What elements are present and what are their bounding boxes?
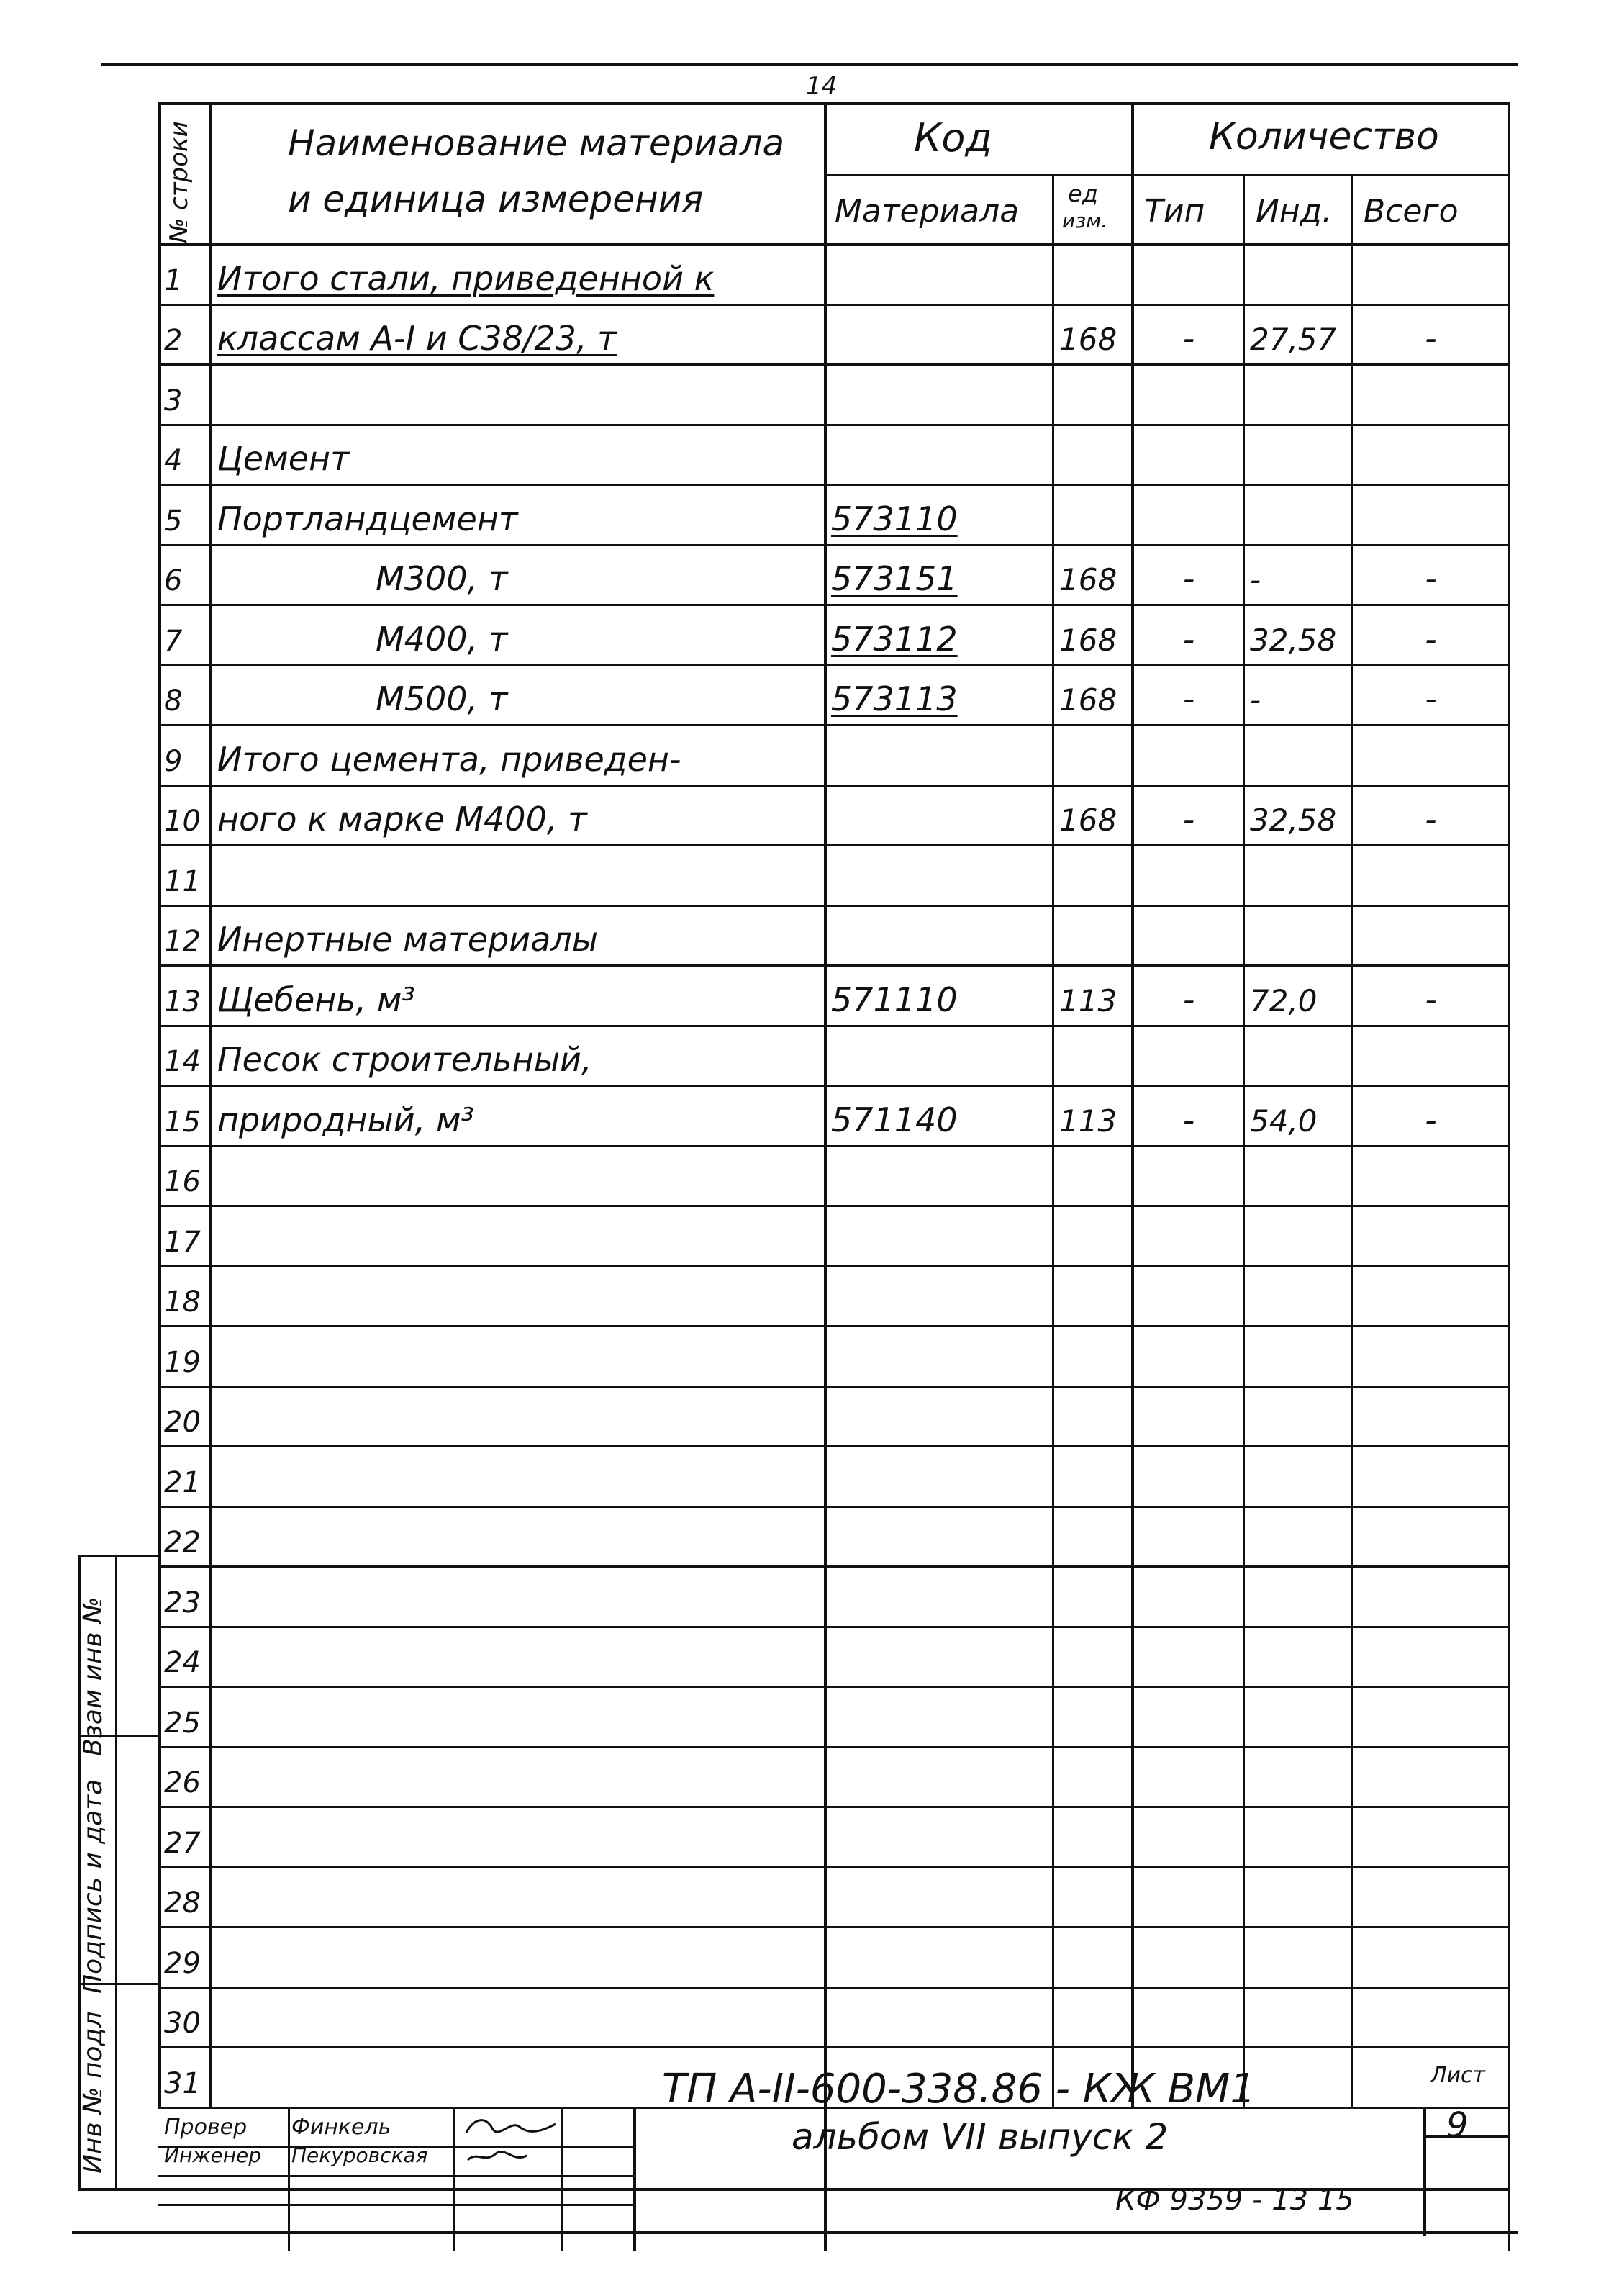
row-line	[158, 1746, 1508, 1748]
qty-total: -	[1425, 980, 1437, 1019]
material-code	[831, 249, 1048, 295]
material-code	[831, 1691, 1048, 1737]
col-total-line	[1351, 174, 1353, 2107]
qty-total	[1358, 1031, 1504, 1077]
qty-ind	[1250, 1151, 1347, 1197]
unit-code	[1059, 850, 1128, 896]
qty-ind	[1250, 850, 1347, 896]
material-code: 573151	[831, 559, 958, 598]
material-name: Итого цемента, приведен-	[217, 739, 681, 779]
row-number: 25	[164, 1706, 201, 1740]
material-name: Песок строительный,	[217, 1040, 592, 1079]
row-number: 19	[164, 1345, 201, 1379]
qty-total	[1358, 1632, 1504, 1678]
qty-ind	[1250, 1872, 1347, 1918]
row-number: 12	[164, 925, 201, 958]
material-code	[831, 1151, 1048, 1197]
qty-type	[1138, 1031, 1239, 1077]
unit-code	[1059, 249, 1128, 295]
qty-ind	[1250, 730, 1347, 776]
material-name	[217, 369, 818, 415]
material-name	[217, 1331, 818, 1377]
stamp-sheet-number: 9	[1446, 2105, 1469, 2146]
row-line	[158, 1626, 1508, 1628]
qty-type	[1138, 1331, 1239, 1377]
row-line	[158, 1565, 1508, 1568]
unit-code	[1059, 1812, 1128, 1858]
material-name	[217, 1752, 818, 1798]
row-line	[158, 1085, 1508, 1087]
row-line	[158, 1926, 1508, 1928]
header-code-unit-2: изм.	[1062, 209, 1108, 232]
row-number: 20	[164, 1406, 201, 1439]
material-code: 573110	[831, 499, 958, 538]
material-name	[217, 1571, 818, 1617]
qty-total: -	[1425, 679, 1437, 718]
qty-total: -	[1425, 619, 1437, 659]
header-code-unit-1: ед	[1068, 180, 1098, 207]
row-line	[158, 1806, 1508, 1808]
qty-ind	[1250, 1992, 1347, 2038]
row-line	[158, 1025, 1508, 1027]
material-code	[831, 1331, 1048, 1377]
unit-code	[1059, 910, 1128, 957]
qty-total: -	[1425, 1100, 1437, 1139]
qty-type: -	[1182, 1100, 1195, 1139]
material-code	[831, 790, 1048, 836]
unit-code	[1059, 1992, 1128, 2038]
header-bottom-line	[158, 243, 1508, 246]
material-name: природный, м³	[217, 1100, 474, 1139]
unit-code	[1059, 1511, 1128, 1558]
unit-code	[1059, 1872, 1128, 1918]
row-number: 5	[164, 504, 183, 538]
qty-ind	[1250, 1331, 1347, 1377]
unit-code: 113	[1059, 982, 1117, 1018]
qty-total	[1358, 1391, 1504, 1437]
row-line	[158, 1325, 1508, 1327]
qty-total	[1358, 730, 1504, 776]
row-line	[158, 1205, 1508, 1207]
row-number: 21	[164, 1465, 201, 1499]
unit-code	[1059, 1151, 1128, 1197]
material-name	[217, 1391, 818, 1437]
row-line	[158, 1386, 1508, 1388]
qty-type	[1138, 1271, 1239, 1317]
unit-code: 168	[1059, 322, 1117, 357]
unit-code: 113	[1059, 1103, 1117, 1139]
qty-total	[1358, 1511, 1504, 1558]
qty-type: -	[1182, 319, 1195, 358]
qty-total	[1358, 1211, 1504, 1257]
qty-type	[1138, 730, 1239, 776]
header-quantity: Количество	[1209, 115, 1439, 158]
qty-total	[1358, 1932, 1504, 1978]
row-line	[158, 604, 1508, 606]
qty-type: -	[1182, 800, 1195, 839]
row-line	[158, 1265, 1508, 1267]
qty-type: -	[1182, 980, 1195, 1019]
qty-type	[1138, 1391, 1239, 1437]
row-number: 7	[164, 624, 183, 658]
material-name: Инертные материалы	[217, 920, 599, 959]
unit-code	[1059, 730, 1128, 776]
qty-ind	[1250, 1932, 1347, 1978]
row-line	[158, 905, 1508, 907]
qty-type	[1138, 1691, 1239, 1737]
unit-code	[1059, 1391, 1128, 1437]
header-name-line1: Наименование материала	[288, 122, 785, 164]
stamp-bottom-code: КФ 9359 - 13 15	[1115, 2184, 1354, 2217]
qty-total	[1358, 249, 1504, 295]
qty-type	[1138, 1932, 1239, 1978]
qty-total	[1358, 910, 1504, 957]
row-number: 9	[164, 744, 183, 778]
row-number: 16	[164, 1165, 201, 1198]
qty-type	[1138, 1511, 1239, 1558]
row-line	[158, 1987, 1508, 1989]
material-name: Итого стали, приведенной к	[217, 258, 715, 298]
material-code	[831, 1632, 1048, 1678]
row-number: 27	[164, 1826, 201, 1860]
material-name: Портландцемент	[217, 499, 518, 538]
qty-ind	[1250, 1271, 1347, 1317]
qty-ind: 32,58	[1250, 803, 1337, 838]
stamp-name-1: Финкель	[291, 2115, 391, 2140]
material-name: классам А-I и С38/23, т	[217, 319, 617, 358]
qty-ind	[1250, 1571, 1347, 1617]
row-number: 22	[164, 1526, 201, 1559]
row-line	[158, 1445, 1508, 1447]
signature-2	[461, 2141, 561, 2170]
qty-type	[1138, 430, 1239, 476]
material-code	[831, 1872, 1048, 1918]
material-code: 573113	[831, 679, 958, 718]
material-code	[831, 850, 1048, 896]
qty-ind	[1250, 1691, 1347, 1737]
material-name: ного к марке М400, т	[217, 800, 587, 839]
qty-total	[1358, 1872, 1504, 1918]
row-number: 13	[164, 985, 201, 1018]
qty-total	[1358, 1271, 1504, 1317]
qty-total	[1358, 1992, 1504, 2038]
qty-ind: -	[1250, 682, 1261, 718]
row-number: 18	[164, 1285, 201, 1319]
qty-type	[1138, 1211, 1239, 1257]
qty-type	[1138, 1872, 1239, 1918]
qty-type	[1138, 850, 1239, 896]
qty-type	[1138, 1151, 1239, 1197]
row-line	[158, 484, 1508, 486]
material-code	[831, 1932, 1048, 1978]
qty-type	[1138, 910, 1239, 957]
qty-type	[1138, 1812, 1239, 1858]
stamp-role-1: Провер	[164, 2115, 248, 2140]
qty-ind	[1250, 249, 1347, 295]
row-number: 26	[164, 1766, 201, 1799]
row-line	[158, 724, 1508, 726]
material-name: Цемент	[217, 439, 350, 478]
side-label-inv-podl: Инв № подл	[78, 2011, 108, 2174]
col-unit-line	[1052, 174, 1054, 2107]
unit-code	[1059, 1271, 1128, 1317]
material-code	[831, 910, 1048, 957]
side-label-podpis-data: Подпись и дата	[78, 1779, 108, 1994]
qty-ind: -	[1250, 562, 1261, 597]
qty-type	[1138, 1571, 1239, 1617]
header-qty-type: Тип	[1144, 193, 1205, 230]
material-name: М300, т	[376, 559, 508, 598]
row-number: 15	[164, 1105, 201, 1139]
qty-ind: 27,57	[1250, 322, 1337, 357]
qty-total	[1358, 489, 1504, 535]
material-code	[831, 1271, 1048, 1317]
row-number: 11	[164, 864, 201, 898]
qty-type	[1138, 1632, 1239, 1678]
unit-code	[1059, 369, 1128, 415]
qty-ind	[1250, 430, 1347, 476]
material-code	[831, 1571, 1048, 1617]
qty-total	[1358, 1151, 1504, 1197]
material-name	[217, 1932, 818, 1978]
unit-code	[1059, 1211, 1128, 1257]
row-number: 14	[164, 1045, 201, 1078]
page-number: 14	[806, 72, 838, 101]
unit-code	[1059, 1752, 1128, 1798]
row-number: 28	[164, 1886, 201, 1920]
material-name: Щебень, м³	[217, 980, 415, 1019]
row-number: 17	[164, 1225, 201, 1259]
material-code	[831, 1031, 1048, 1077]
material-code	[831, 309, 1048, 356]
unit-code	[1059, 1331, 1128, 1377]
unit-code	[1059, 1451, 1128, 1497]
unit-code	[1059, 1932, 1128, 1978]
row-line	[158, 304, 1508, 306]
qty-ind: 54,0	[1250, 1103, 1318, 1139]
top-border	[101, 63, 1518, 66]
row-number: 8	[164, 684, 183, 718]
unit-code: 168	[1059, 682, 1117, 718]
material-code	[831, 1992, 1048, 2038]
material-code: 571110	[831, 980, 958, 1019]
unit-code	[1059, 430, 1128, 476]
material-name	[217, 1812, 818, 1858]
qty-ind: 32,58	[1250, 622, 1337, 658]
row-number: 6	[164, 564, 183, 597]
row-number: 30	[164, 2007, 201, 2040]
material-code	[831, 430, 1048, 476]
material-code: 571140	[831, 1100, 958, 1139]
row-number: 31	[164, 2066, 201, 2100]
header-row-number: № строки	[165, 121, 194, 243]
side-strip-top	[78, 1555, 158, 1557]
header-name-line2: и единица измерения	[288, 178, 704, 220]
header-code: Код	[914, 115, 992, 161]
qty-total	[1358, 369, 1504, 415]
material-code	[831, 1451, 1048, 1497]
row-line	[158, 544, 1508, 546]
row-line	[158, 664, 1508, 666]
row-line	[158, 844, 1508, 846]
material-code	[831, 1511, 1048, 1558]
qty-total: -	[1425, 559, 1437, 598]
stamp-col-4	[633, 2107, 636, 2251]
material-name	[217, 1151, 818, 1197]
qty-total	[1358, 430, 1504, 476]
unit-code	[1059, 1571, 1128, 1617]
stamp-col-1	[288, 2107, 290, 2251]
qty-ind	[1250, 1391, 1347, 1437]
row-number: 2	[164, 324, 183, 357]
header-sub-line	[824, 174, 1508, 176]
qty-type	[1138, 1752, 1239, 1798]
row-line	[158, 785, 1508, 787]
unit-code	[1059, 489, 1128, 535]
qty-ind	[1250, 2052, 1347, 2098]
qty-ind	[1250, 1511, 1347, 1558]
unit-code: 168	[1059, 803, 1117, 838]
stamp-role-2: Инженер	[164, 2143, 262, 2167]
unit-code	[1059, 1691, 1128, 1737]
row-number: 10	[164, 805, 201, 838]
qty-ind	[1250, 369, 1347, 415]
col-ind-line	[1243, 174, 1245, 2107]
qty-total: -	[1425, 800, 1437, 839]
stamp-name-2: Пекуровская	[291, 2143, 428, 2167]
stamp-col-3	[561, 2107, 563, 2251]
material-code: 573112	[831, 619, 958, 659]
signature-1	[461, 2112, 561, 2141]
material-code	[831, 1391, 1048, 1437]
material-name: М500, т	[376, 679, 508, 718]
qty-ind	[1250, 1031, 1347, 1077]
stamp-sheet-label: Лист	[1431, 2063, 1486, 2088]
material-name	[217, 1992, 818, 2038]
qty-ind	[1250, 1812, 1347, 1858]
qty-type	[1138, 1992, 1239, 2038]
material-code	[831, 369, 1048, 415]
qty-type	[1138, 1451, 1239, 1497]
qty-total: -	[1425, 319, 1437, 358]
row-line	[158, 424, 1508, 426]
stamp-col-2	[453, 2107, 455, 2251]
qty-ind	[1250, 1752, 1347, 1798]
stamp-sheet-col	[1423, 2107, 1426, 2236]
row-line	[158, 1686, 1508, 1688]
qty-type: -	[1182, 679, 1195, 718]
unit-code	[1059, 1632, 1128, 1678]
row-line	[158, 1866, 1508, 1868]
stamp-doc-line1: ТП А-II-600-338.86 - КЖ ВМ1	[662, 2066, 1256, 2112]
header-qty-total: Всего	[1364, 193, 1459, 230]
qty-total	[1358, 1812, 1504, 1858]
qty-ind	[1250, 1632, 1347, 1678]
row-number: 4	[164, 444, 183, 477]
qty-total	[1358, 1451, 1504, 1497]
header-qty-ind: Инд.	[1256, 193, 1333, 230]
row-line	[158, 2046, 1508, 2048]
qty-total	[1358, 1752, 1504, 1798]
qty-ind	[1250, 1211, 1347, 1257]
stamp-doc-line2: альбом VII выпуск 2	[792, 2116, 1169, 2158]
row-number: 3	[164, 384, 183, 417]
row-number: 29	[164, 1946, 201, 1980]
row-line	[158, 363, 1508, 366]
material-code	[831, 1211, 1048, 1257]
unit-code	[1059, 1031, 1128, 1077]
qty-type: -	[1182, 619, 1195, 659]
qty-type	[1138, 489, 1239, 535]
qty-total	[1358, 1571, 1504, 1617]
unit-code: 168	[1059, 562, 1117, 597]
qty-total	[1358, 1331, 1504, 1377]
material-name	[217, 850, 818, 896]
row-number: 1	[164, 263, 183, 297]
col-right-line	[1508, 102, 1510, 2251]
material-name: М400, т	[376, 619, 508, 659]
material-name	[217, 1691, 818, 1737]
material-name	[217, 1872, 818, 1918]
qty-ind	[1250, 910, 1347, 957]
material-name	[217, 1451, 818, 1497]
row-number: 24	[164, 1646, 201, 1679]
qty-total	[1358, 850, 1504, 896]
row-line	[158, 964, 1508, 967]
row-number: 23	[164, 1586, 201, 1619]
material-name	[217, 1511, 818, 1558]
unit-code: 168	[1059, 622, 1117, 658]
side-strip-inner	[115, 1555, 117, 2188]
header-code-material: Материала	[835, 193, 1020, 230]
material-name	[217, 1271, 818, 1317]
table-top-line	[158, 102, 1508, 105]
qty-ind: 72,0	[1250, 982, 1318, 1018]
material-code	[831, 730, 1048, 776]
side-label-vzam-inv: Взам инв №	[78, 1596, 108, 1756]
qty-type: -	[1182, 559, 1195, 598]
qty-type	[1138, 369, 1239, 415]
qty-type	[1138, 249, 1239, 295]
material-code	[831, 1752, 1048, 1798]
row-line	[158, 1506, 1508, 1508]
qty-ind	[1250, 1451, 1347, 1497]
qty-total	[1358, 1691, 1504, 1737]
qty-ind	[1250, 489, 1347, 535]
material-name	[217, 1632, 818, 1678]
row-line	[158, 1145, 1508, 1147]
material-name	[217, 1211, 818, 1257]
material-code	[831, 1812, 1048, 1858]
